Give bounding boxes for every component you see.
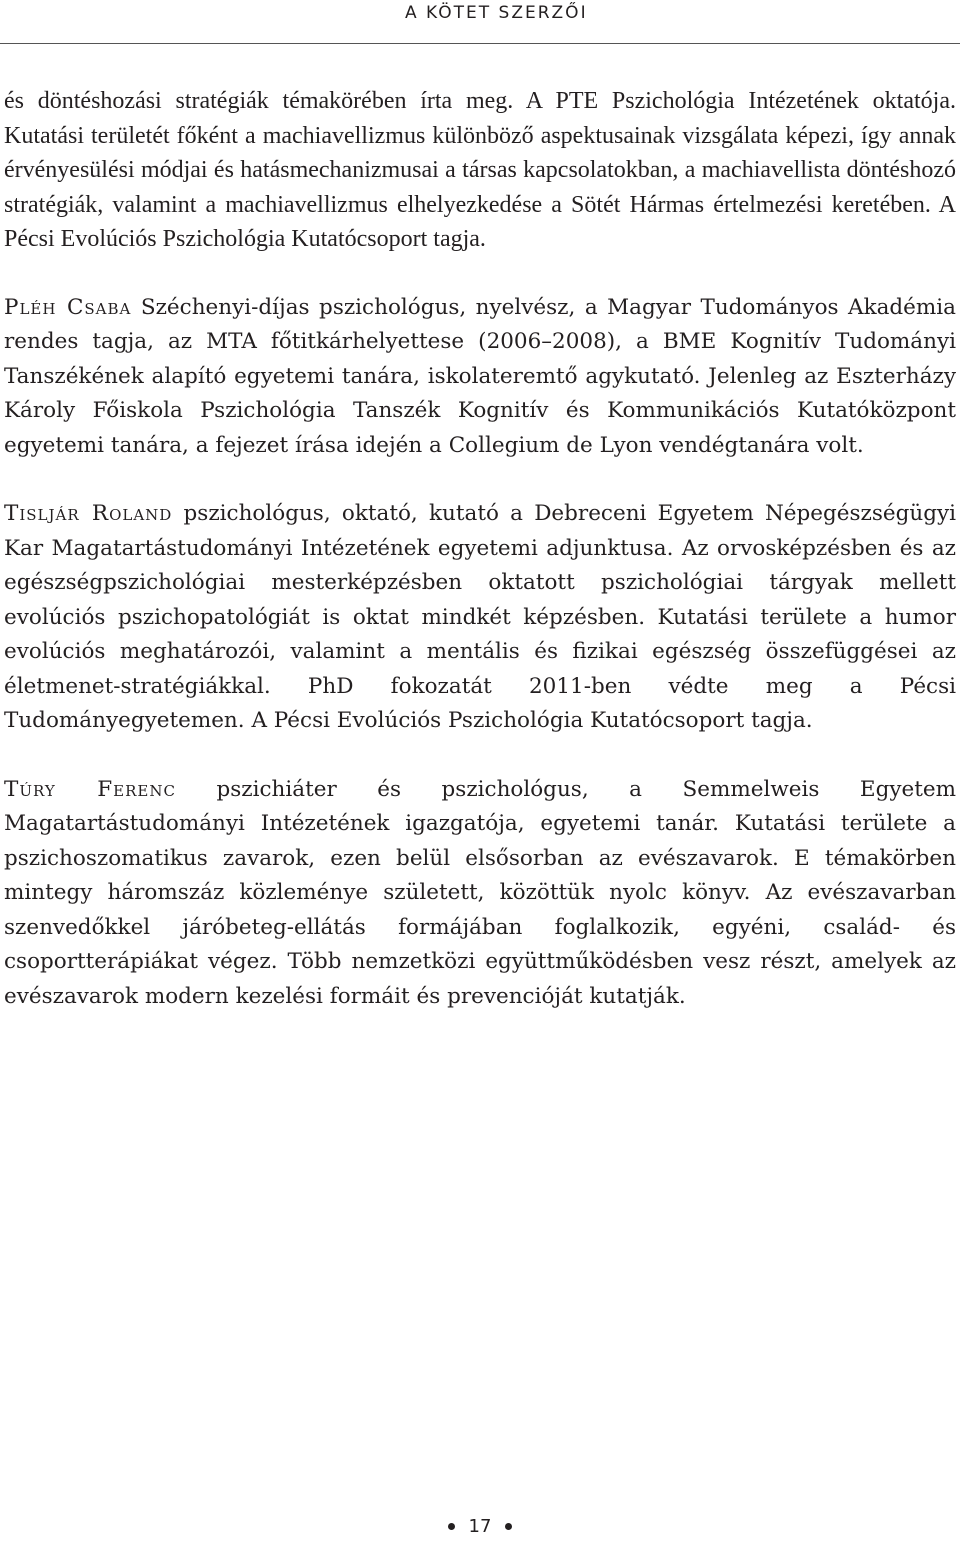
bio-text: Széchenyi-díjas pszichológus, nyelvész, a Magyar Tudományos Akadémia rendes tagja, az MTA főtitkárhelyettese (2006–2008), a BME Kognitív Tudományi Tanszékének alapító egyetemi tanára, iskolateremtő agykutató. Jelenleg az Eszterházy Károly Főiskola Pszichológia Tanszék Kognitív és Kommunikációs Kutatóközpont egyetemi tanára, a fejezet írása idején a Collegium de Lyon vendégtanára volt. <box>4 294 956 458</box>
running-head <box>0 0 960 44</box>
author-name: Tisljár Roland <box>4 501 173 526</box>
author-name: Túry Ferenc <box>4 776 176 802</box>
bullet-icon <box>505 1523 512 1530</box>
bullet-icon <box>448 1523 455 1530</box>
bio-paragraph-tury-ferenc <box>4 773 956 1015</box>
running-head-title: A KÖTET SZERZŐI <box>405 3 588 23</box>
author-bios <box>4 84 956 1048</box>
page-number: 17 <box>468 1516 492 1537</box>
bio-paragraph-pleh-csaba <box>4 291 956 464</box>
bio-paragraph-continued <box>4 84 956 257</box>
bio-paragraph-tisljar-roland <box>4 497 956 739</box>
page-footer <box>0 1516 960 1537</box>
bio-text: és döntéshozási stratégiák témakörében írta meg. A PTE Pszichológia Intézetének oktatója. Kutatási területét főként a machiavellizmus különböző aspektusainak vizsgálata képezi, így annak érvényesülési módjai és hatásmechanizmusai a társas kapcsolatokban, a machiavellista döntéshozó stratégiák, valamint a machiavellizmus elhelyezkedése a Sötét Hármas értelmezési keretében. A Pécsi Evolúciós Pszichológia Kutatócsoport tagja. <box>4 88 956 252</box>
bio-text: pszichológus, oktató, kutató a Debreceni Egyetem Népegészségügyi Kar Magatartástudományi Intézetének egyetemi adjunktusa. Az orvosképzésben és az egészségpszichológiai mesterképzésben oktatott pszichológiai tárgyak mellett evolúciós pszichopatológiát is oktat mindkét képzésben. Kutatási területe a humor evolúciós meghatározói, valamint a mentális és fizikai egészség összefüggései az életmenet-stratégiákkal. PhD fokozatát 2011-ben védte meg a Pécsi Tudományegyetemen. A Pécsi Evolúciós Pszichológia Kutatócsoport tagja. <box>4 501 956 733</box>
author-name: Pléh Csaba <box>4 294 132 320</box>
bio-text: pszichiáter és pszichológus, a Semmelweis Egyetem Magatartástudományi Intézetének igazgatója, egyetemi tanár. Kutatási területe a pszichoszomatikus zavarok, ezen belül elsősorban az evészavarok. E témakörben mintegy háromszáz közleménye született, közöttük nyolc könyv. Az evészavarban szenvedőkkel járóbeteg-ellátás formájában foglalkozik, egyéni, család- és csoportterápiákat végez. Több nemzetközi együttműködésben vesz részt, amelyek az evészavarok modern kezelési formáit és prevencióját kutatják. <box>4 776 956 1009</box>
